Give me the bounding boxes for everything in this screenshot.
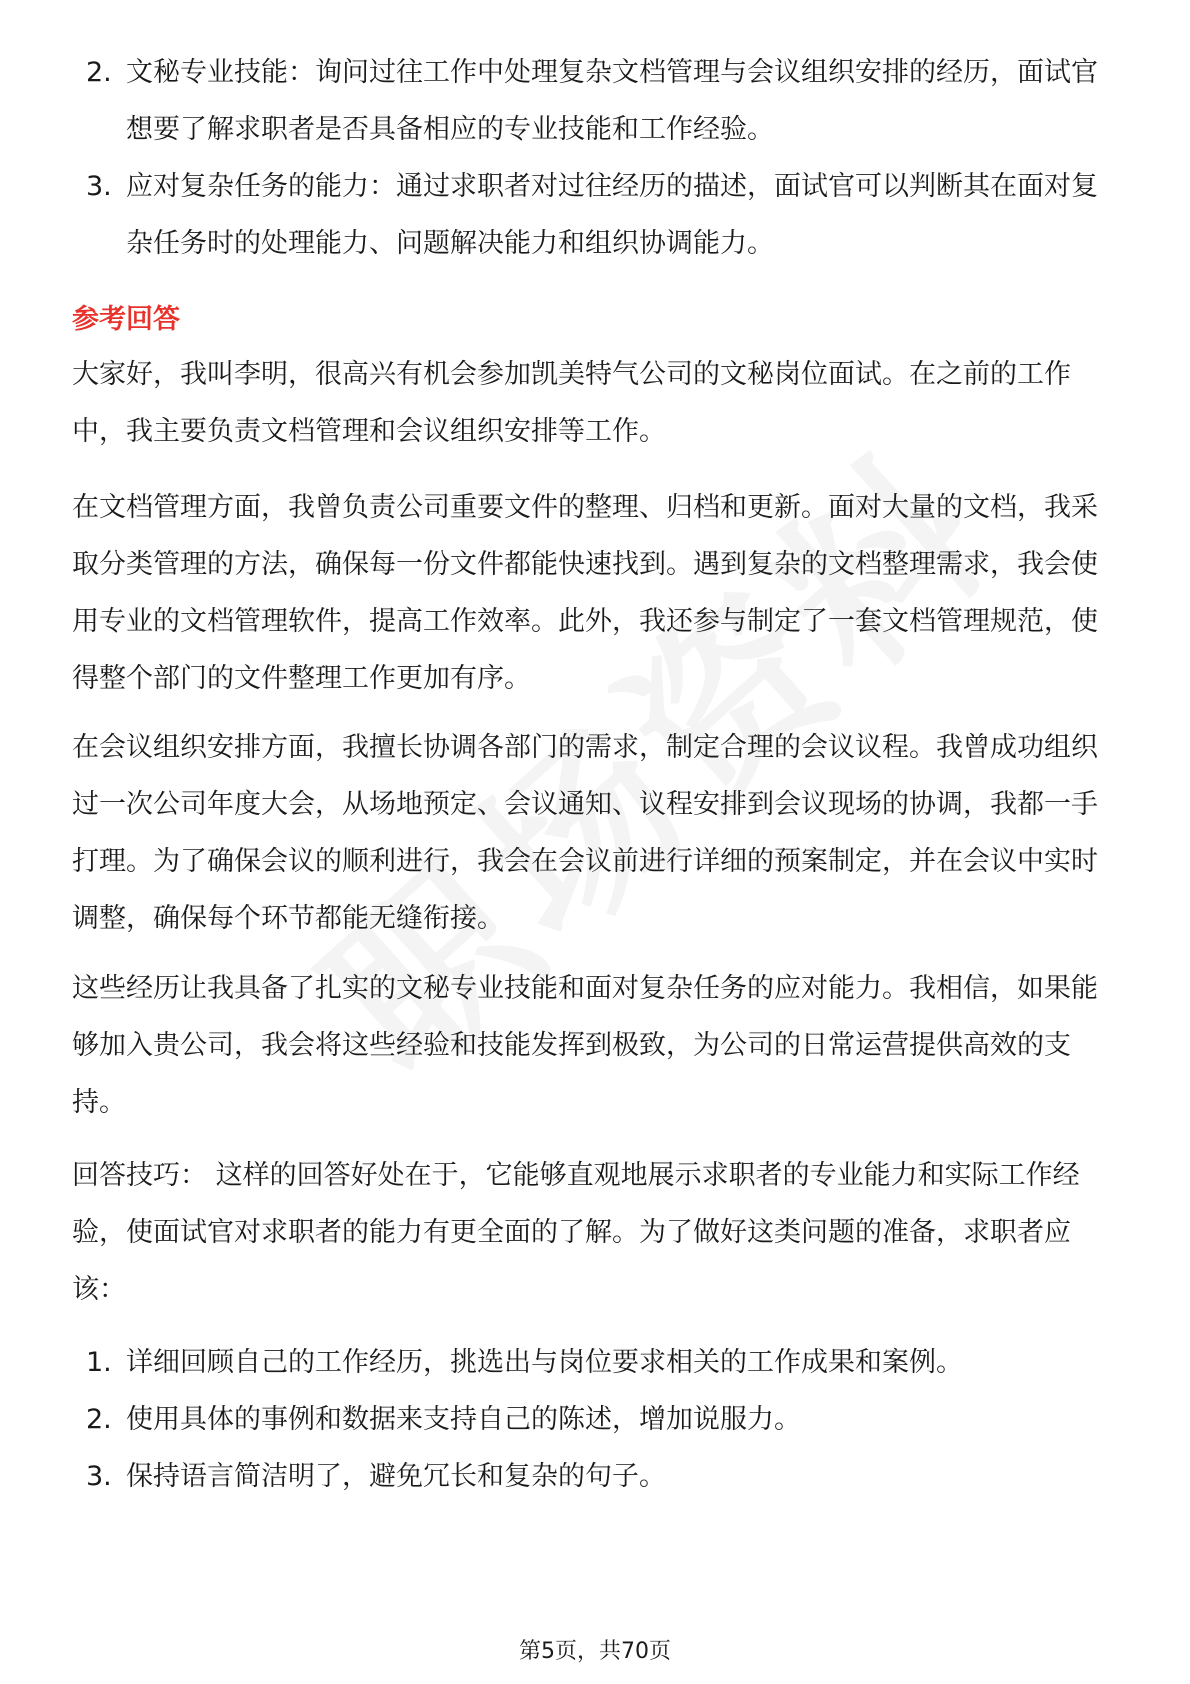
paragraph-summary: 这些经历让我具备了扎实的文秘专业技能和面对复杂任务的应对能力。我相信，如果能够加入贵公司，我会将这些经验和技能发挥到极致，为公司的日常运营提供高效的支持。 [72, 973, 1098, 1118]
list-item-text: 询问过往工作中处理复杂文档管理与会议组织安排的经历，面试官想要了解求职者是否具备相应的专业技能和工作经验。 [126, 57, 1098, 145]
list-item-number: 1. [86, 1347, 112, 1378]
top-numbered-list [72, 44, 1122, 272]
section-heading: 参考回答 [72, 304, 180, 335]
list-item-text: 详细回顾自己的工作经历，挑选出与岗位要求相关的工作成果和案例。 [126, 1347, 963, 1378]
paragraph-meeting-organization: 在会议组织安排方面，我擅长协调各部门的需求，制定合理的会议议程。我曾成功组织过一次公司年度大会，从场地预定、会议通知、议程安排到会议现场的协调，我都一手打理。为了确保会议的顺利进行，我会在会议前进行详细的预案制定，并在会议中实时调整，确保每个环节都能无缝衔接。 [72, 732, 1098, 934]
bottom-numbered-list [72, 1334, 1122, 1505]
page-footer: 第5页，共70页 [519, 1639, 671, 1664]
list-item-label: 应对复杂任务的能力： [126, 171, 396, 202]
list-item-number: 3. [86, 1461, 112, 1492]
list-item-text: 使用具体的事例和数据来支持自己的陈述，增加说服力。 [126, 1404, 801, 1435]
list-item-number: 3. [86, 171, 112, 202]
list-item-label: 文秘专业技能： [126, 57, 315, 88]
paragraph-intro: 大家好，我叫李明，很高兴有机会参加凯美特气公司的文秘岗位面试。在之前的工作中，我主要负责文档管理和会议组织安排等工作。 [72, 359, 1071, 447]
list-item-number: 2. [86, 57, 112, 88]
list-item-number: 2. [86, 1404, 112, 1435]
list-item-text: 保持语言简洁明了，避免冗长和复杂的句子。 [126, 1461, 666, 1492]
list-item [72, 158, 1122, 272]
list-item [72, 44, 1122, 158]
paragraph-answer-tips: 回答技巧： 这样的回答好处在于，它能够直观地展示求职者的专业能力和实际工作经验，使面试官对求职者的能力有更全面的了解。为了做好这类问题的准备，求职者应该： [72, 1160, 1080, 1305]
list-item [72, 1448, 1122, 1505]
list-item-text: 通过求职者对过往经历的描述，面试官可以判断其在面对复杂任务时的处理能力、问题解决能力和组织协调能力。 [126, 171, 1098, 259]
list-item [72, 1391, 1122, 1448]
paragraph-document-management: 在文档管理方面，我曾负责公司重要文件的整理、归档和更新。面对大量的文档，我采取分类管理的方法，确保每一份文件都能快速找到。遇到复杂的文档整理需求，我会使用专业的文档管理软件，提高工作效率。此外，我还参与制定了一套文档管理规范，使得整个部门的文件整理工作更加有序。 [72, 492, 1098, 694]
list-item [72, 1334, 1122, 1391]
